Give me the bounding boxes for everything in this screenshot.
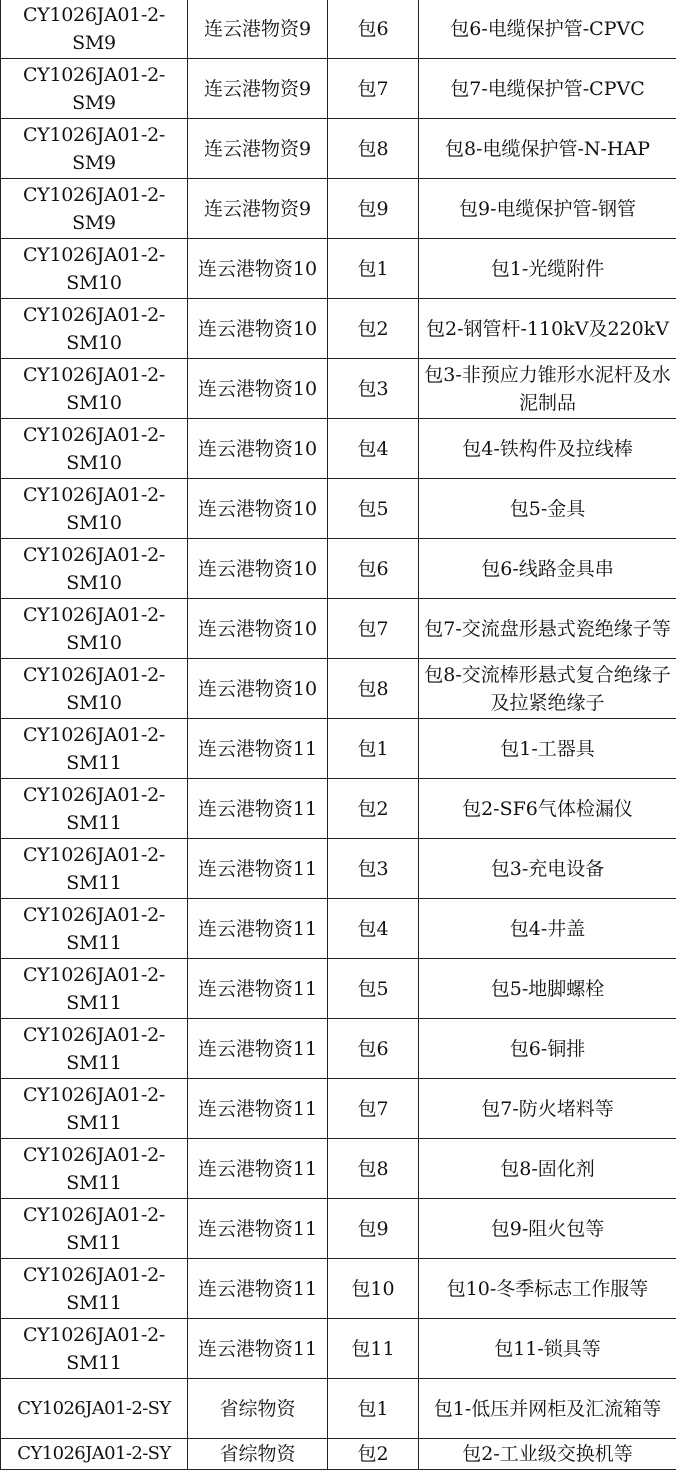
unit-name-cell: 连云港物资10 [188,359,328,419]
project-code-cell: CY1026JA01-2-SM9 [1,179,188,239]
package-content-cell: 包8-固化剂 [419,1139,676,1199]
table-row [1,599,676,659]
unit-name-cell: 连云港物资10 [188,299,328,359]
table-row [1,659,676,719]
package-content-cell: 包7-交流盘形悬式瓷绝缘子等 [419,599,676,659]
package-number-cell: 包7 [328,599,419,659]
project-code-cell: CY1026JA01-2-SM10 [1,479,188,539]
unit-name-cell: 连云港物资10 [188,539,328,599]
project-code-cell: CY1026JA01-2-SM10 [1,419,188,479]
unit-name-cell: 连云港物资11 [188,1319,328,1379]
package-number-cell: 包8 [328,659,419,719]
table-row [1,779,676,839]
table-row [1,1319,676,1379]
package-content-cell: 包2-工业级交换机等 [419,1439,676,1470]
unit-name-cell: 连云港物资9 [188,119,328,179]
table-row [1,1199,676,1259]
table-row [1,719,676,779]
table-row [1,1439,676,1470]
project-code-cell: CY1026JA01-2-SM11 [1,839,188,899]
project-code-cell: CY1026JA01-2-SM11 [1,1079,188,1139]
table-row [1,539,676,599]
package-content-cell: 包1-低压并网柜及汇流箱等 [419,1379,676,1439]
package-number-cell: 包1 [328,239,419,299]
unit-name-cell: 连云港物资11 [188,1139,328,1199]
table-row [1,419,676,479]
package-content-cell: 包5-金具 [419,479,676,539]
unit-name-cell: 连云港物资10 [188,419,328,479]
table-row [1,839,676,899]
package-number-cell: 包9 [328,179,419,239]
project-code-cell: CY1026JA01-2-SM10 [1,239,188,299]
project-code-cell: CY1026JA01-2-SM11 [1,1199,188,1259]
unit-name-cell: 连云港物资11 [188,1079,328,1139]
package-number-cell: 包7 [328,59,419,119]
package-content-cell: 包7-电缆保护管-CPVC [419,59,676,119]
package-content-cell: 包2-钢管杆-110kV及220kV [419,299,676,359]
project-code-cell: CY1026JA01-2-SM11 [1,1019,188,1079]
project-code-cell: CY1026JA01-2-SM9 [1,119,188,179]
package-content-cell: 包6-电缆保护管-CPVC [419,0,676,59]
unit-name-cell: 连云港物资11 [188,1199,328,1259]
table-row [1,299,676,359]
package-number-cell: 包5 [328,479,419,539]
package-number-cell: 包4 [328,419,419,479]
table-row [1,1379,676,1439]
table-row [1,1019,676,1079]
unit-name-cell: 连云港物资10 [188,659,328,719]
table-row [1,1259,676,1319]
unit-name-cell: 连云港物资11 [188,839,328,899]
unit-name-cell: 连云港物资10 [188,599,328,659]
package-content-cell: 包9-电缆保护管-钢管 [419,179,676,239]
project-code-cell: CY1026JA01-2-SY [1,1439,188,1470]
package-number-cell: 包7 [328,1079,419,1139]
project-code-cell: CY1026JA01-2-SM10 [1,539,188,599]
package-content-cell: 包5-地脚螺栓 [419,959,676,1019]
table-row [1,479,676,539]
package-number-cell: 包6 [328,1019,419,1079]
package-content-cell: 包7-防火堵料等 [419,1079,676,1139]
package-number-cell: 包11 [328,1319,419,1379]
unit-name-cell: 连云港物资9 [188,59,328,119]
table-row [1,899,676,959]
table-body [1,0,676,1470]
package-number-cell: 包9 [328,1199,419,1259]
unit-name-cell: 连云港物资11 [188,779,328,839]
package-content-cell: 包1-工器具 [419,719,676,779]
unit-name-cell: 连云港物资10 [188,239,328,299]
project-code-cell: CY1026JA01-2-SY [1,1379,188,1439]
project-code-cell: CY1026JA01-2-SM9 [1,59,188,119]
package-content-cell: 包4-井盖 [419,899,676,959]
project-code-cell: CY1026JA01-2-SM11 [1,899,188,959]
package-content-cell: 包11-锁具等 [419,1319,676,1379]
package-content-cell: 包8-电缆保护管-N-HAP [419,119,676,179]
table-row [1,59,676,119]
package-content-cell: 包3-非预应力锥形水泥杆及水泥制品 [419,359,676,419]
package-number-cell: 包4 [328,899,419,959]
table-row [1,959,676,1019]
package-number-cell: 包3 [328,359,419,419]
package-number-cell: 包1 [328,719,419,779]
unit-name-cell: 省综物资 [188,1439,328,1470]
package-number-cell: 包10 [328,1259,419,1319]
table-row [1,1079,676,1139]
package-number-cell: 包8 [328,119,419,179]
table-row [1,119,676,179]
package-number-cell: 包3 [328,839,419,899]
unit-name-cell: 连云港物资10 [188,479,328,539]
project-code-cell: CY1026JA01-2-SM11 [1,1319,188,1379]
package-number-cell: 包8 [328,1139,419,1199]
package-content-cell: 包6-铜排 [419,1019,676,1079]
project-code-cell: CY1026JA01-2-SM10 [1,659,188,719]
package-number-cell: 包2 [328,779,419,839]
unit-name-cell: 省综物资 [188,1379,328,1439]
package-content-cell: 包9-阻火包等 [419,1199,676,1259]
project-code-cell: CY1026JA01-2-SM11 [1,959,188,1019]
package-number-cell: 包6 [328,539,419,599]
package-number-cell: 包2 [328,299,419,359]
project-code-cell: CY1026JA01-2-SM11 [1,719,188,779]
unit-name-cell: 连云港物资11 [188,719,328,779]
package-number-cell: 包1 [328,1379,419,1439]
package-number-cell: 包5 [328,959,419,1019]
table-row [1,1139,676,1199]
unit-name-cell: 连云港物资11 [188,1019,328,1079]
project-code-cell: CY1026JA01-2-SM10 [1,359,188,419]
unit-name-cell: 连云港物资11 [188,1259,328,1319]
project-code-cell: CY1026JA01-2-SM11 [1,1139,188,1199]
package-number-cell: 包2 [328,1439,419,1470]
package-content-cell: 包3-充电设备 [419,839,676,899]
unit-name-cell: 连云港物资9 [188,0,328,59]
project-code-cell: CY1026JA01-2-SM10 [1,599,188,659]
project-code-cell: CY1026JA01-2-SM9 [1,0,188,59]
package-content-cell: 包4-铁构件及拉线棒 [419,419,676,479]
package-content-cell: 包8-交流棒形悬式复合绝缘子及拉紧绝缘子 [419,659,676,719]
table-row [1,179,676,239]
project-code-cell: CY1026JA01-2-SM11 [1,1259,188,1319]
table-row [1,239,676,299]
project-code-cell: CY1026JA01-2-SM11 [1,779,188,839]
package-content-cell: 包6-线路金具串 [419,539,676,599]
package-number-cell: 包6 [328,0,419,59]
unit-name-cell: 连云港物资11 [188,959,328,1019]
unit-name-cell: 连云港物资9 [188,179,328,239]
package-content-cell: 包1-光缆附件 [419,239,676,299]
unit-name-cell: 连云港物资11 [188,899,328,959]
table-row [1,0,676,59]
package-content-cell: 包2-SF6气体检漏仪 [419,779,676,839]
project-code-cell: CY1026JA01-2-SM10 [1,299,188,359]
table-row [1,359,676,419]
package-content-cell: 包10-冬季标志工作服等 [419,1259,676,1319]
